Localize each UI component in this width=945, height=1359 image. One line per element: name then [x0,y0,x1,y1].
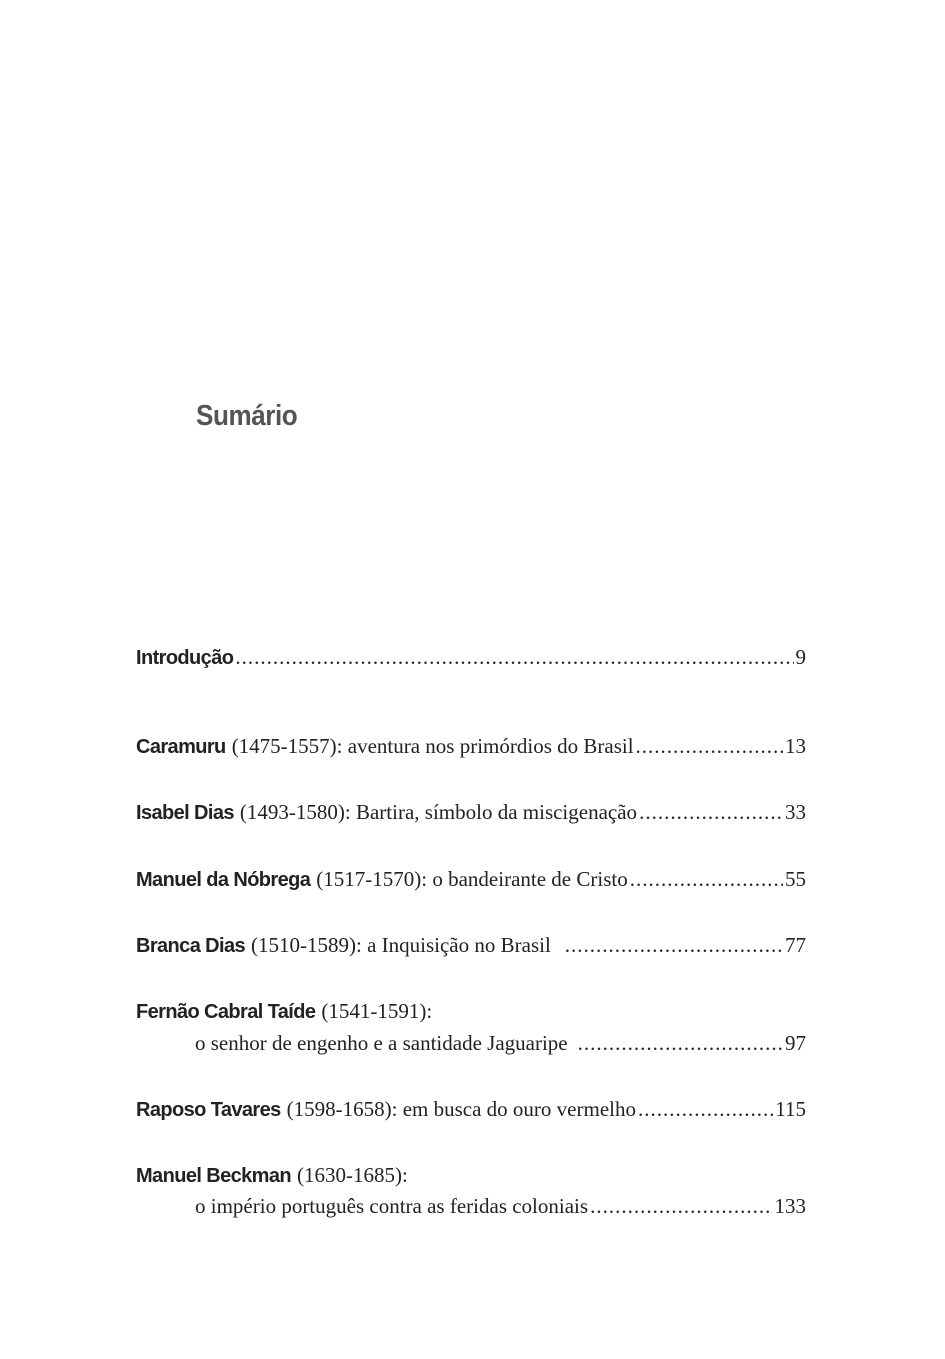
dot-leader [630,866,783,892]
toc-page-number: 33 [785,800,806,824]
toc-entry-branca-dias[interactable] [136,932,806,959]
toc-entry-description: (1598-1658): em busca do ouro vermelho [286,1097,636,1121]
toc-entry-description: (1630-1685): [297,1163,408,1187]
toc-entry-name: Manuel da Nóbrega [136,869,311,891]
toc-page-number: 97 [785,1031,806,1055]
toc-entry-fernao-cabral-taide-continuation[interactable] [195,1030,806,1056]
toc-entry-name: Introdução [136,647,234,669]
toc-entry-isabel-dias[interactable] [136,799,806,826]
dot-leader [638,1096,773,1122]
toc-entry-introducao[interactable] [136,644,806,671]
toc-page-number: 9 [795,645,806,669]
toc-entry-caramuru[interactable] [136,733,806,760]
toc-page-number: 115 [775,1097,806,1121]
toc-entry-description: (1510-1589): a Inquisição no Brasil [251,933,551,957]
toc-entry-raposo-tavares[interactable] [136,1096,806,1123]
toc-entry-name: Caramuru [136,736,226,758]
toc-page-number: 77 [785,933,806,957]
toc-entry-description: (1493-1580): Bartira, símbolo da miscigenação [239,800,638,824]
dot-leader [565,932,783,958]
toc-entry-name: Fernão Cabral Taíde [136,1001,316,1023]
toc-entry-manuel-da-nobrega[interactable] [136,866,806,893]
toc-page-number: 13 [785,734,806,758]
toc-entry-description: o senhor de engenho e a santidade Jaguaripe [195,1031,568,1055]
dot-leader [235,644,793,670]
toc-entry-description: (1541-1591): [321,999,433,1023]
toc-entry-description: o império português contra as feridas coloniais [195,1194,589,1218]
toc-entry-name: Manuel Beckman [136,1165,291,1187]
dot-leader [590,1193,772,1219]
toc-entry-name: Branca Dias [136,935,246,957]
toc-entry-manuel-beckman-continuation[interactable] [195,1193,806,1219]
dot-leader [639,799,783,825]
page-title: Sumário [196,400,298,432]
toc-page-number: 55 [785,867,806,891]
toc-entry-manuel-beckman[interactable] [136,1162,806,1189]
toc-entry-name: Raposo Tavares [136,1099,281,1121]
toc-page-number: 133 [774,1194,806,1218]
toc-entry-fernao-cabral-taide[interactable] [136,998,806,1025]
dot-leader [578,1030,783,1056]
toc-entry-description: (1517-1570): o bandeirante de Cristo [316,867,628,891]
toc-entry-name: Isabel Dias [136,802,234,824]
toc-entry-description: (1475-1557): aventura nos primórdios do Brasil [231,734,634,758]
dot-leader [636,733,783,759]
